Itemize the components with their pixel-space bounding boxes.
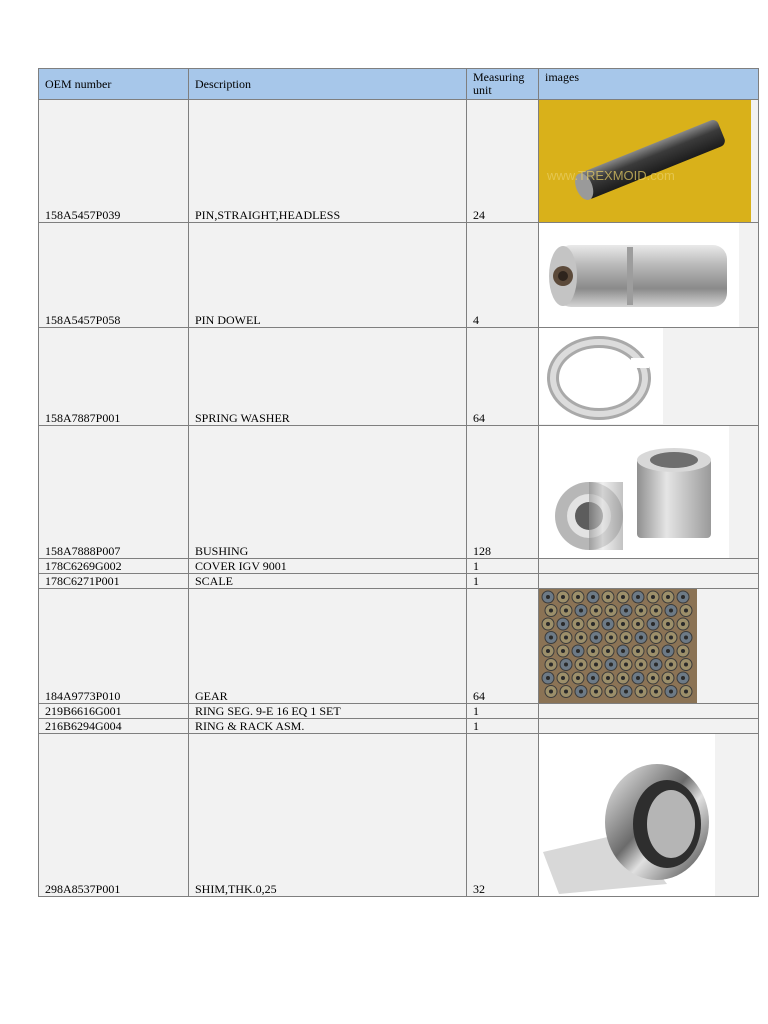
image-cell xyxy=(539,100,759,223)
gear-hole-mark xyxy=(669,636,673,640)
measuring-unit: 64 xyxy=(467,328,539,426)
gear-hole-mark xyxy=(651,595,655,599)
gear-hole-mark xyxy=(684,609,688,613)
oem-number: 184A9773P010 xyxy=(39,589,189,704)
gear-hole-mark xyxy=(669,690,673,694)
header-images: images xyxy=(539,69,759,100)
gear-hole-mark xyxy=(546,622,550,626)
description: COVER IGV 9001 xyxy=(189,559,467,574)
description: SPRING WASHER xyxy=(189,328,467,426)
gear-hole-mark xyxy=(549,690,553,694)
measuring-unit: 32 xyxy=(467,734,539,897)
oem-number: 158A7887P001 xyxy=(39,328,189,426)
gear-hole-mark xyxy=(654,636,658,640)
description: RING SEG. 9-E 16 EQ 1 SET xyxy=(189,704,467,719)
table-row xyxy=(39,426,759,559)
image-cell xyxy=(539,719,759,734)
gear-hole-mark xyxy=(594,690,598,694)
image-cell xyxy=(539,574,759,589)
gear-hole-mark xyxy=(666,622,670,626)
gear-hole-mark xyxy=(666,676,670,680)
gear-hole-mark xyxy=(546,649,550,653)
table-row xyxy=(39,223,759,328)
image-cell xyxy=(539,704,759,719)
gear-hole-mark xyxy=(636,676,640,680)
dowel-pin-image xyxy=(539,223,758,327)
image-cell xyxy=(539,426,759,559)
gear-hole-mark xyxy=(549,663,553,667)
gear-hole-mark xyxy=(639,609,643,613)
gear-hole-mark xyxy=(624,636,628,640)
spring-washer-image xyxy=(539,328,758,424)
gear-hole-mark xyxy=(606,649,610,653)
measuring-unit: 1 xyxy=(467,719,539,734)
gear-hole-mark xyxy=(564,690,568,694)
image-cell xyxy=(539,734,759,897)
gear-hole-mark xyxy=(621,622,625,626)
gear-hole-mark xyxy=(594,636,598,640)
gear-hole-mark xyxy=(594,663,598,667)
gear-hole-mark xyxy=(549,609,553,613)
gear-hole-mark xyxy=(636,649,640,653)
gear-hole-mark xyxy=(684,636,688,640)
measuring-unit: 1 xyxy=(467,559,539,574)
header-row xyxy=(39,69,759,100)
table-row xyxy=(39,719,759,734)
gear-hole-mark xyxy=(636,622,640,626)
gear-hole-mark xyxy=(546,595,550,599)
oem-number: 216B6294G004 xyxy=(39,719,189,734)
gear-hole-mark xyxy=(651,649,655,653)
description: RING & RACK ASM. xyxy=(189,719,467,734)
gear-hole-mark xyxy=(576,676,580,680)
description: PIN DOWEL xyxy=(189,223,467,328)
gear-hole-mark xyxy=(669,609,673,613)
shim-roll-image xyxy=(539,734,758,896)
gear-hole-mark xyxy=(579,609,583,613)
header-description: Description xyxy=(189,69,467,100)
measuring-unit: 1 xyxy=(467,704,539,719)
gear-hole-mark xyxy=(669,663,673,667)
pin-straight-image xyxy=(539,100,758,222)
gear-hole-mark xyxy=(654,690,658,694)
watermark-text: www.TREXMOID.com xyxy=(547,168,675,183)
measuring-unit: 1 xyxy=(467,574,539,589)
gear-hole-mark xyxy=(639,663,643,667)
gear-hole-mark xyxy=(606,595,610,599)
gear-hole-mark xyxy=(609,663,613,667)
gear-hole-mark xyxy=(681,649,685,653)
measuring-unit: 24 xyxy=(467,100,539,223)
gear-hole-mark xyxy=(621,595,625,599)
gear-hole-mark xyxy=(561,676,565,680)
oem-number: 158A7888P007 xyxy=(39,426,189,559)
gear-hole-mark xyxy=(579,690,583,694)
description: PIN,STRAIGHT,HEADLESS xyxy=(189,100,467,223)
gear-hole-mark xyxy=(654,663,658,667)
gear-hole-mark xyxy=(684,663,688,667)
table-row xyxy=(39,574,759,589)
gear-hole-mark xyxy=(561,649,565,653)
image-cell xyxy=(539,328,759,426)
gear-hole-mark xyxy=(591,676,595,680)
gear-hole-mark xyxy=(579,636,583,640)
gear-hole-mark xyxy=(624,609,628,613)
gear-hole-mark xyxy=(546,676,550,680)
gear-hole-mark xyxy=(609,690,613,694)
gear-hole-mark xyxy=(681,595,685,599)
oem-number: 178C6271P001 xyxy=(39,574,189,589)
gear-hole-mark xyxy=(576,649,580,653)
measuring-unit: 4 xyxy=(467,223,539,328)
gear-hole-mark xyxy=(624,663,628,667)
gear-hole-mark xyxy=(576,622,580,626)
image-cell xyxy=(539,559,759,574)
gear-hole-mark xyxy=(609,636,613,640)
gear-hole-mark xyxy=(591,649,595,653)
gear-hole-mark xyxy=(651,676,655,680)
oem-number: 219B6616G001 xyxy=(39,704,189,719)
gear-hole-mark xyxy=(561,622,565,626)
table-row xyxy=(39,704,759,719)
image-cell xyxy=(539,589,759,704)
gear-hole-mark xyxy=(639,636,643,640)
table-row xyxy=(39,734,759,897)
gear-hole-mark xyxy=(549,636,553,640)
description: BUSHING xyxy=(189,426,467,559)
bushing-image xyxy=(539,426,758,558)
header-oem-number: OEM number xyxy=(39,69,189,100)
gear-hole-mark xyxy=(561,595,565,599)
gear-hole-mark xyxy=(621,649,625,653)
gear-hole-mark xyxy=(654,609,658,613)
measuring-unit: 64 xyxy=(467,589,539,704)
gear-hole-mark xyxy=(606,676,610,680)
table-row xyxy=(39,328,759,426)
gear-hole-mark xyxy=(564,609,568,613)
gear-hole-mark xyxy=(564,663,568,667)
measuring-unit: 128 xyxy=(467,426,539,559)
gear-hole-mark xyxy=(606,622,610,626)
oem-number: 178C6269G002 xyxy=(39,559,189,574)
description: SHIM,THK.0,25 xyxy=(189,734,467,897)
gear-hole-mark xyxy=(579,663,583,667)
description: GEAR xyxy=(189,589,467,704)
gear-hole-mark xyxy=(681,676,685,680)
gear-hole-mark xyxy=(591,622,595,626)
gear-hole-mark xyxy=(564,636,568,640)
table-row xyxy=(39,589,759,704)
gear-hole-mark xyxy=(576,595,580,599)
description: SCALE xyxy=(189,574,467,589)
gear-hole-mark xyxy=(591,595,595,599)
gear-hole-mark xyxy=(651,622,655,626)
gear-hole-mark xyxy=(594,609,598,613)
gear-hole-mark xyxy=(639,690,643,694)
gear-hole-mark xyxy=(684,690,688,694)
oem-number: 158A5457P058 xyxy=(39,223,189,328)
header-measuring-unit: Measuring unit xyxy=(467,69,539,100)
gear-hole-mark xyxy=(636,595,640,599)
oem-number: 298A8537P001 xyxy=(39,734,189,897)
table-row xyxy=(39,100,759,223)
oem-number: 158A5457P039 xyxy=(39,100,189,223)
gear-hole-mark xyxy=(609,609,613,613)
gear-hole-mark xyxy=(666,649,670,653)
parts-table xyxy=(38,68,759,897)
image-cell xyxy=(539,223,759,328)
gear-hole-mark xyxy=(666,595,670,599)
table-row xyxy=(39,559,759,574)
gear-hole-mark xyxy=(681,622,685,626)
gears-image xyxy=(539,589,758,703)
gear-hole-mark xyxy=(624,690,628,694)
gear-hole-mark xyxy=(621,676,625,680)
